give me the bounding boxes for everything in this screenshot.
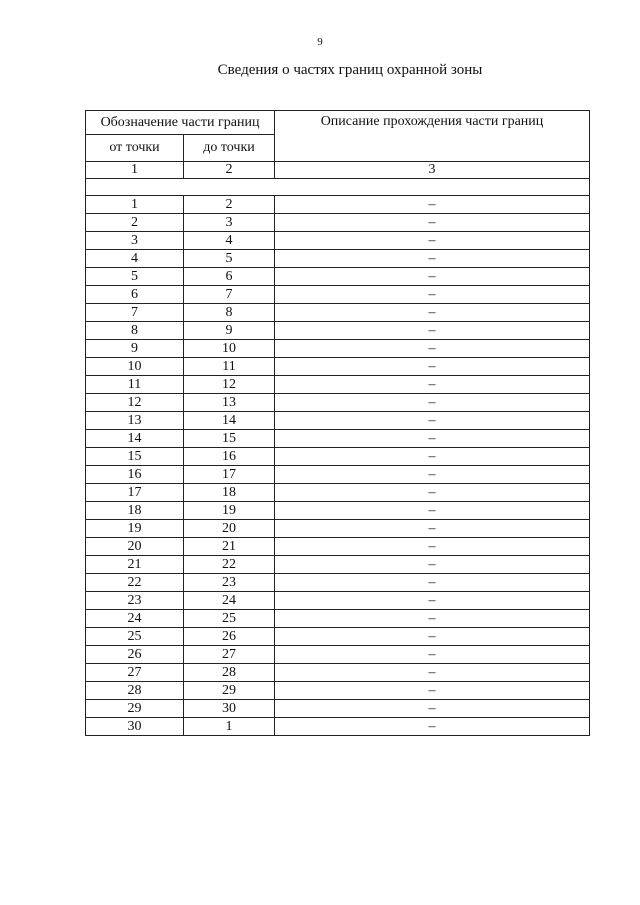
description-cell: – [275, 340, 590, 358]
empty-section-row [86, 179, 590, 196]
to-point-cell: 2 [184, 196, 275, 214]
from-point-cell: 2 [86, 214, 184, 232]
table-row [86, 196, 590, 214]
table-row [86, 466, 590, 484]
from-point-cell: 3 [86, 232, 184, 250]
to-point-cell: 19 [184, 502, 275, 520]
description-cell: – [275, 430, 590, 448]
description-cell: – [275, 196, 590, 214]
description-cell: – [275, 682, 590, 700]
to-point-cell: 16 [184, 448, 275, 466]
to-point-cell: 5 [184, 250, 275, 268]
description-cell: – [275, 448, 590, 466]
from-point-cell: 9 [86, 340, 184, 358]
to-point-cell: 8 [184, 304, 275, 322]
description-cell: – [275, 664, 590, 682]
to-point-cell: 27 [184, 646, 275, 664]
table-row [86, 304, 590, 322]
from-point-cell: 4 [86, 250, 184, 268]
to-point-cell: 12 [184, 376, 275, 394]
to-point-cell: 11 [184, 358, 275, 376]
to-point-cell: 20 [184, 520, 275, 538]
boundary-parts-table [85, 110, 590, 736]
description-cell: – [275, 484, 590, 502]
table-row [86, 412, 590, 430]
table-row [86, 484, 590, 502]
from-point-cell: 14 [86, 430, 184, 448]
table-row [86, 448, 590, 466]
from-point-cell: 22 [86, 574, 184, 592]
to-point-cell: 23 [184, 574, 275, 592]
description-cell: – [275, 268, 590, 286]
table-row [86, 430, 590, 448]
table-row [86, 394, 590, 412]
to-point-cell: 9 [184, 322, 275, 340]
from-point-cell: 19 [86, 520, 184, 538]
table-row [86, 268, 590, 286]
table-row [86, 592, 590, 610]
table-row [86, 664, 590, 682]
description-cell: – [275, 646, 590, 664]
table-row [86, 376, 590, 394]
description-cell: – [275, 718, 590, 736]
description-cell: – [275, 394, 590, 412]
table-row [86, 718, 590, 736]
table-row [86, 340, 590, 358]
description-cell: – [275, 232, 590, 250]
to-point-cell: 18 [184, 484, 275, 502]
table-row [86, 214, 590, 232]
table-row [86, 286, 590, 304]
to-point-cell: 24 [184, 592, 275, 610]
table-row [86, 358, 590, 376]
description-cell: – [275, 538, 590, 556]
header-boundary-description: Описание прохождения части границ [275, 111, 590, 162]
from-point-cell: 16 [86, 466, 184, 484]
description-cell: – [275, 322, 590, 340]
to-point-cell: 10 [184, 340, 275, 358]
from-point-cell: 6 [86, 286, 184, 304]
description-cell: – [275, 214, 590, 232]
description-cell: – [275, 520, 590, 538]
from-point-cell: 15 [86, 448, 184, 466]
from-point-cell: 1 [86, 196, 184, 214]
table-row [86, 610, 590, 628]
column-number: 1 [86, 162, 184, 179]
to-point-cell: 21 [184, 538, 275, 556]
table-row [86, 700, 590, 718]
description-cell: – [275, 700, 590, 718]
table-row [86, 502, 590, 520]
from-point-cell: 25 [86, 628, 184, 646]
table-row [86, 538, 590, 556]
from-point-cell: 10 [86, 358, 184, 376]
description-cell: – [275, 304, 590, 322]
description-cell: – [275, 502, 590, 520]
to-point-cell: 22 [184, 556, 275, 574]
from-point-cell: 24 [86, 610, 184, 628]
from-point-cell: 17 [86, 484, 184, 502]
description-cell: – [275, 556, 590, 574]
description-cell: – [275, 286, 590, 304]
description-cell: – [275, 628, 590, 646]
column-number-row [86, 162, 590, 179]
from-point-cell: 13 [86, 412, 184, 430]
table-row [86, 628, 590, 646]
from-point-cell: 7 [86, 304, 184, 322]
description-cell: – [275, 412, 590, 430]
from-point-cell: 26 [86, 646, 184, 664]
table-row [86, 232, 590, 250]
to-point-cell: 1 [184, 718, 275, 736]
to-point-cell: 3 [184, 214, 275, 232]
header-boundary-part-designation: Обозначение части границ [86, 111, 275, 135]
description-cell: – [275, 250, 590, 268]
from-point-cell: 29 [86, 700, 184, 718]
table-row [86, 250, 590, 268]
description-cell: – [275, 376, 590, 394]
table-row [86, 556, 590, 574]
table-row [86, 322, 590, 340]
column-number: 2 [184, 162, 275, 179]
empty-section-cell [86, 179, 590, 196]
to-point-cell: 30 [184, 700, 275, 718]
from-point-cell: 30 [86, 718, 184, 736]
from-point-cell: 12 [86, 394, 184, 412]
description-cell: – [275, 358, 590, 376]
from-point-cell: 5 [86, 268, 184, 286]
description-cell: – [275, 592, 590, 610]
to-point-cell: 4 [184, 232, 275, 250]
to-point-cell: 15 [184, 430, 275, 448]
from-point-cell: 20 [86, 538, 184, 556]
to-point-cell: 25 [184, 610, 275, 628]
table-row [86, 574, 590, 592]
description-cell: – [275, 574, 590, 592]
from-point-cell: 11 [86, 376, 184, 394]
from-point-cell: 8 [86, 322, 184, 340]
document-title: Сведения о частях границ охранной зоны [217, 62, 483, 78]
to-point-cell: 7 [184, 286, 275, 304]
to-point-cell: 17 [184, 466, 275, 484]
table-row [86, 682, 590, 700]
table-row [86, 520, 590, 538]
to-point-cell: 29 [184, 682, 275, 700]
page-number: 9 [317, 36, 323, 48]
from-point-cell: 27 [86, 664, 184, 682]
header-row-group [86, 111, 590, 135]
from-point-cell: 28 [86, 682, 184, 700]
to-point-cell: 14 [184, 412, 275, 430]
to-point-cell: 28 [184, 664, 275, 682]
from-point-cell: 23 [86, 592, 184, 610]
description-cell: – [275, 610, 590, 628]
to-point-cell: 13 [184, 394, 275, 412]
table-row [86, 646, 590, 664]
header-to-point: до точки [184, 135, 275, 162]
header-from-point: от точки [86, 135, 184, 162]
to-point-cell: 6 [184, 268, 275, 286]
from-point-cell: 18 [86, 502, 184, 520]
description-cell: – [275, 466, 590, 484]
to-point-cell: 26 [184, 628, 275, 646]
from-point-cell: 21 [86, 556, 184, 574]
column-number: 3 [275, 162, 590, 179]
